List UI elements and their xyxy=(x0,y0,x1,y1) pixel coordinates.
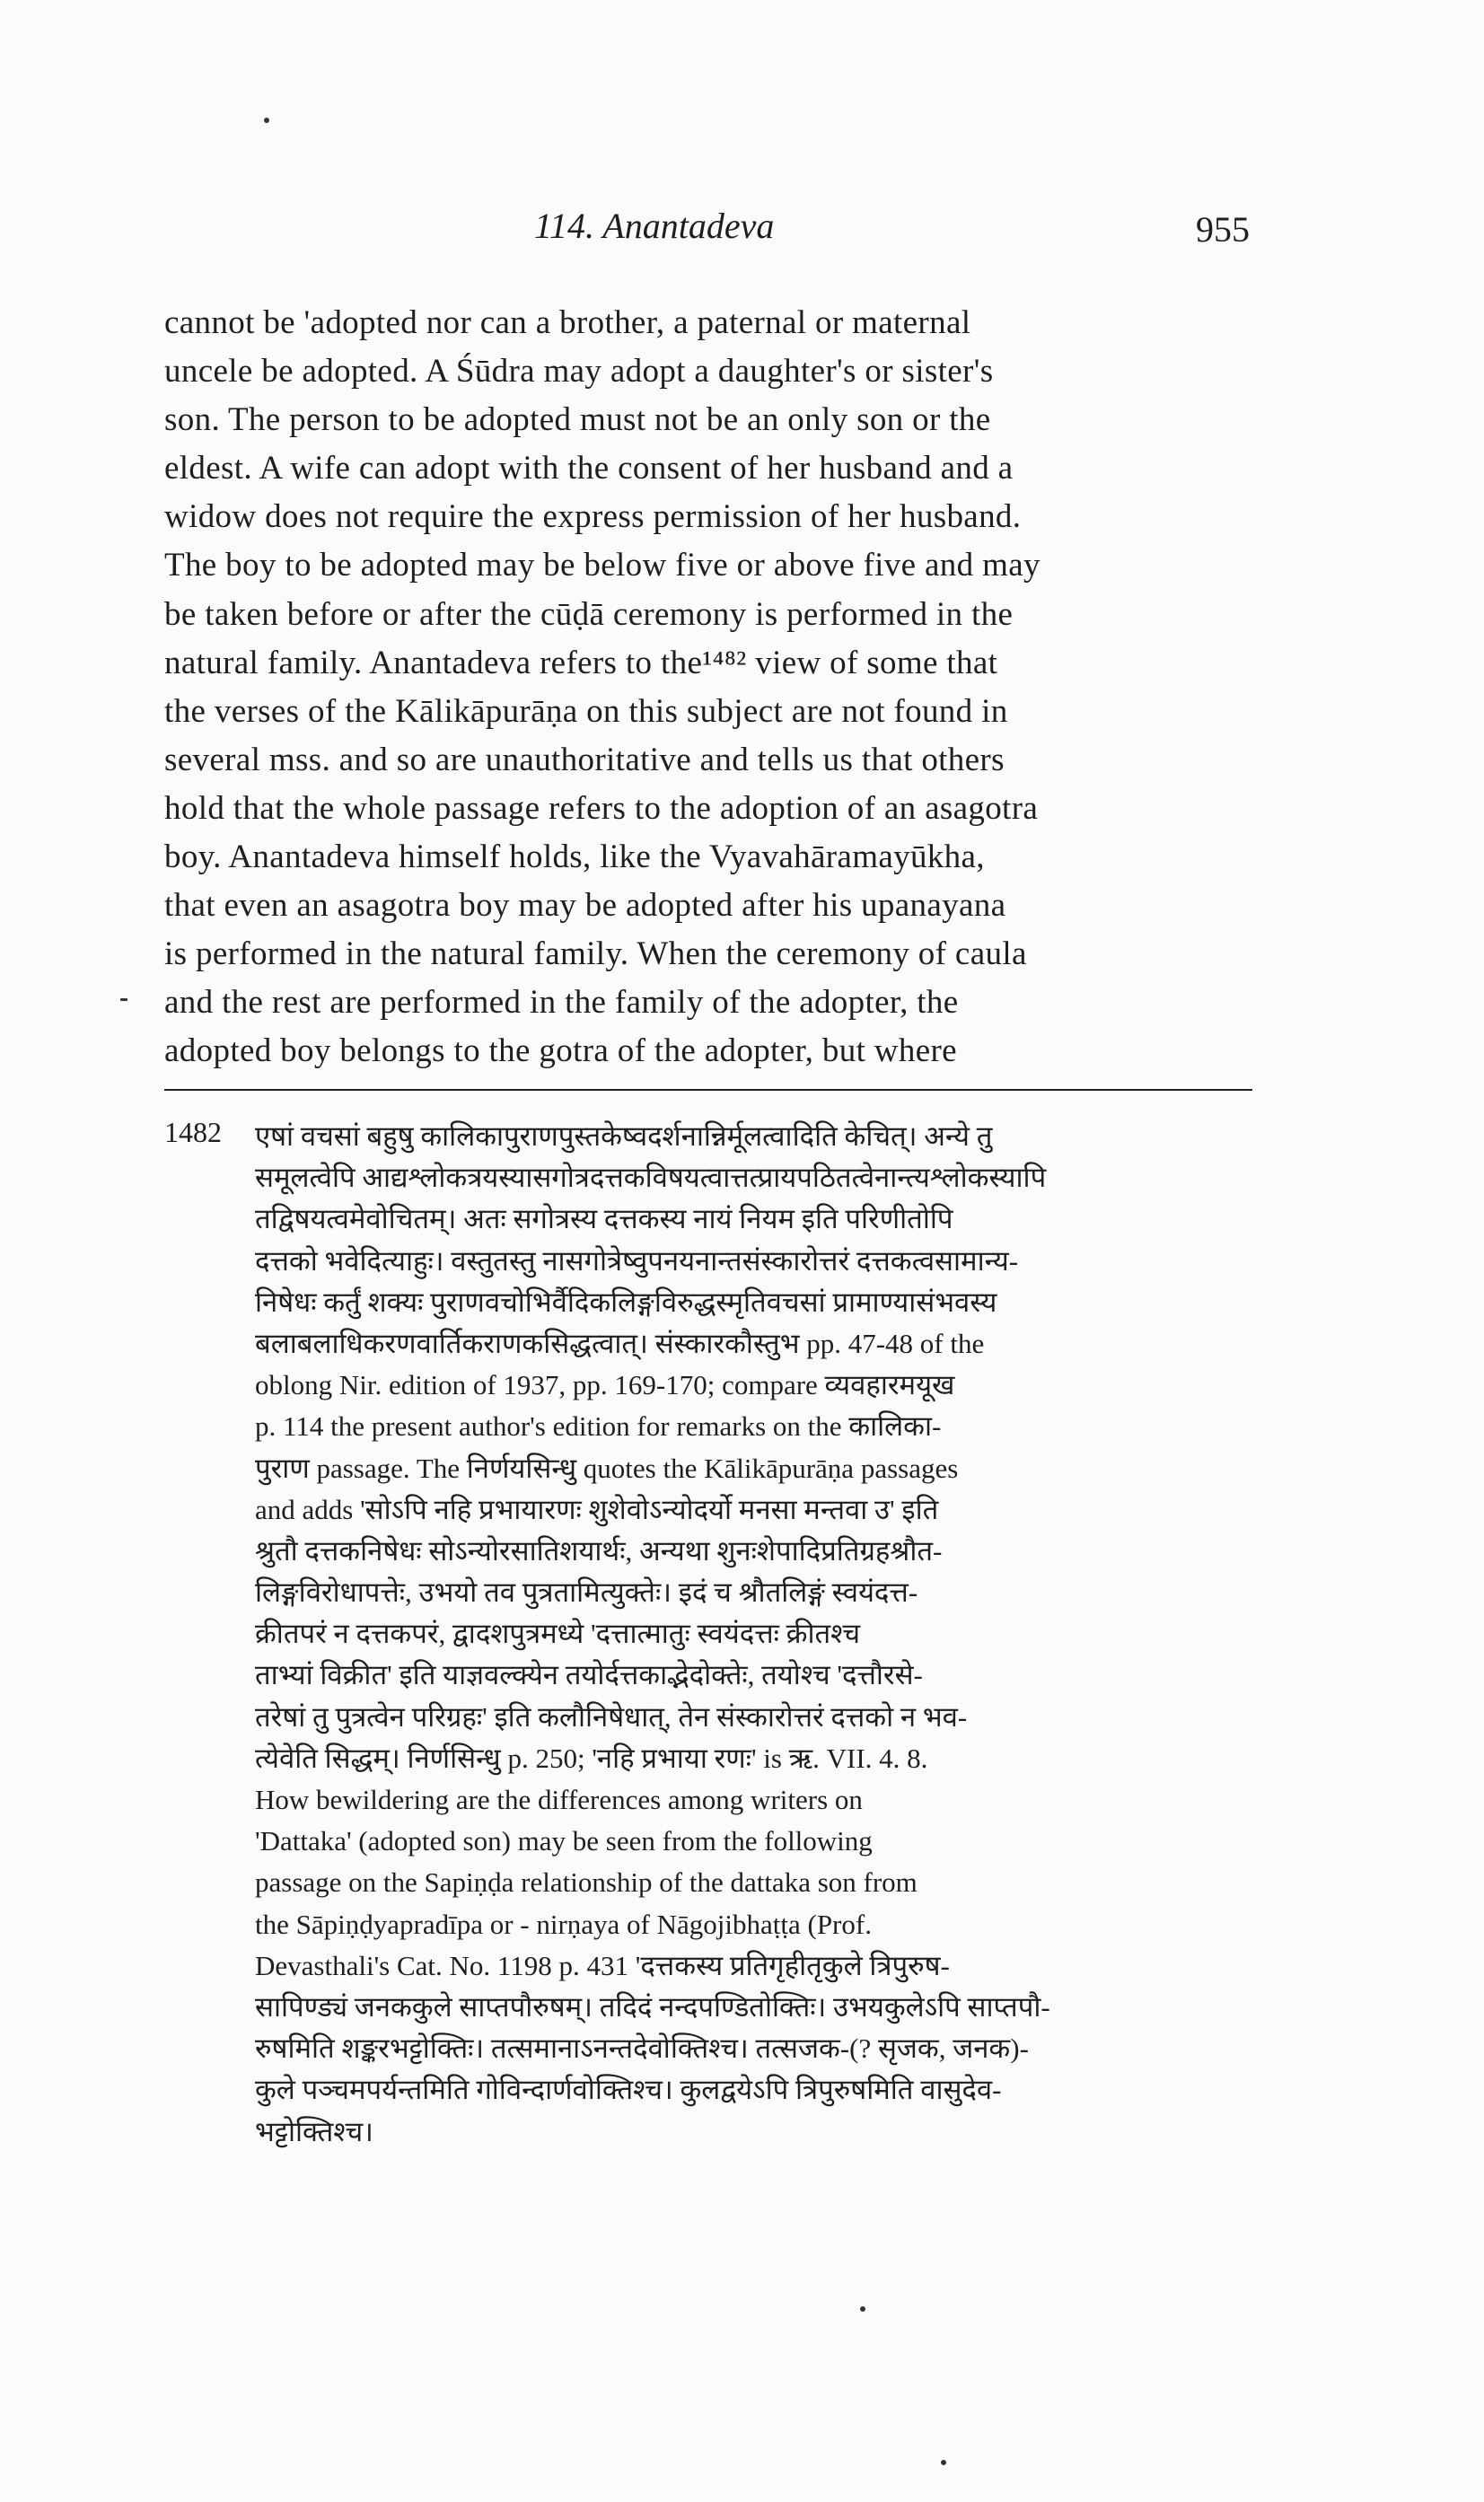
footnote-line: रुषमिति शङ्करभट्टोक्तिः। तत्समानाऽनन्तदेवोक्तिश्च। तत्सजक-(? सृजक, जनक)- xyxy=(255,2032,1029,2065)
footnote-number: 1482 xyxy=(164,1116,222,1148)
scan-speck xyxy=(860,2306,865,2312)
footnote-line: बलाबलाधिकरणवार्तिकराणकसिद्धत्वात्। संस्कारकौस्तुभ pp. 47-48 of the xyxy=(255,1327,985,1359)
text-line: adopted boy belongs to the gotra of the adopter, but where xyxy=(164,1032,957,1070)
footnote-line: लिङ्गविरोधापत्तेः, उभयो तव पुत्रतामित्युक्तेः। इदं च श्रौतलिङ्गं स्वयंदत्त- xyxy=(255,1576,918,1609)
main-text xyxy=(164,299,1251,1076)
footnote-line: भट्टोक्तिश्च। xyxy=(255,2115,373,2147)
footnote-line: पुराण passage. The निर्णयसिन्धु quotes the Kālikāpurāṇa passages xyxy=(255,1452,959,1484)
text-line: cannot be 'adopted nor can a brother, a paternal or maternal xyxy=(164,304,971,341)
text-line: several mss. and so are unauthoritative and tells us that others xyxy=(164,741,1005,778)
text-line: is performed in the natural family. When the ceremony of caula xyxy=(164,935,1027,973)
footnote-line: and adds 'सोऽपि नहि प्रभायारणः शुशेवोऽन्योदर्यो मनसा मन्तवा उ' इति xyxy=(255,1493,939,1525)
footnote-line: त्येवेति सिद्धम्। निर्णसिन्धु p. 250; 'नहि प्रभाया रणः' is ऋ. VII. 4. 8. xyxy=(255,1742,928,1774)
running-title: 114. Anantadeva xyxy=(534,206,775,246)
footnote-line: the Sāpiṇḍyapradīpa or - nirṇaya of Nāgojibhaṭṭa (Prof. xyxy=(255,1908,872,1940)
footnote-line: 'Dattaka' (adopted son) may be seen from the following xyxy=(255,1825,873,1857)
text-line: widow does not require the express permission of her husband. xyxy=(164,498,1022,536)
footnote-line: कुले पञ्चमपर्यन्तमिति गोविन्दार्णवोक्तिश्च। कुलद्वयेऽपि त्रिपुरुषमिति वासुदेव- xyxy=(255,2074,1002,2106)
footnote-line: p. 114 the present author's edition for remarks on the कालिका- xyxy=(255,1410,942,1443)
page-number: 955 xyxy=(1196,209,1250,250)
text-line: hold that the whole passage refers to the adoption of an asagotra xyxy=(164,789,1039,827)
scan-speck xyxy=(264,118,269,123)
footnote-line: Devasthali's Cat. No. 1198 p. 431 'दत्तकस्य प्रतिगृहीतृकुले त्रिपुरुष- xyxy=(255,1949,950,1981)
text-line: boy. Anantadeva himself holds, like the Vyavahāramayūkha, xyxy=(164,838,985,876)
text-line: be taken before or after the cūḍā ceremony is performed in the xyxy=(164,595,1014,633)
footnote-line: ताभ्यां विक्रीत' इति याज्ञवल्क्येन तयोर्दत्तकाद्भेदोक्तेः, तयोश्च 'दत्तौरसे- xyxy=(255,1659,923,1691)
text-line: and the rest are performed in the family of the adopter, the xyxy=(164,984,959,1022)
text-line: the verses of the Kālikāpurāṇa on this subject are not found in xyxy=(164,692,1008,730)
footnote-line: oblong Nir. edition of 1937, pp. 169-170; compare व्यवहारमयूख xyxy=(255,1369,955,1401)
footnote-line: सापिण्ड्यं जनककुले साप्तपौरुषम्। तदिदं नन्दपण्डितोक्तिः। उभयकुलेऽपि साप्तपौ- xyxy=(255,1990,1050,2023)
scan-speck xyxy=(120,998,127,1001)
text-line: son. The person to be adopted must not be an only son or the xyxy=(164,401,991,439)
text-line: natural family. Anantadeva refers to the¹⁴⁸² view of some that xyxy=(164,644,998,681)
text-line: uncele be adopted. A Śūdra may adopt a daughter's or sister's xyxy=(164,353,994,391)
text-line: that even an asagotra boy may be adopted after his upanayana xyxy=(164,887,1006,925)
footnote-line: तद्विषयत्वमेवोचितम्। अतः सगोत्रस्य दत्तकस्य नायं नियम इति परिणीतोपि xyxy=(255,1203,953,1235)
footnote-line: श्रुतौ दत्तकनिषेधः सोऽन्योरसातिशयार्थः, अन्यथा शुनःशेपादिप्रतिग्रहश्रौत- xyxy=(255,1534,943,1567)
footnote-line: समूलत्वेपि आद्यश्लोकत्रयस्यासगोत्रदत्तकविषयत्वात्तत्प्रायपठितत्वेनान्त्यश्लोकस्यापि xyxy=(255,1162,1047,1194)
text-line: eldest. A wife can adopt with the consent of her husband and a xyxy=(164,450,1014,487)
footnote-line: क्रीतपरं न दत्तकपरं, द्वादशपुत्रमध्ये 'दत्तात्मातुः स्वयंदत्तः क्रीतश्च xyxy=(255,1618,861,1650)
footnote-divider xyxy=(164,1089,1252,1091)
scan-speck xyxy=(941,2460,946,2465)
footnote-line: तरेषां तु पुत्रत्वेन परिग्रहः' इति कलौनिषेधात्, तेन संस्कारोत्तरं दत्तको न भव- xyxy=(255,1700,968,1733)
footnote-line: How bewildering are the differences among writers on xyxy=(255,1784,863,1815)
footnote-line: passage on the Sapiṇḍa relationship of the dattaka son from xyxy=(255,1866,918,1899)
page-header xyxy=(162,205,1250,259)
footnote-line: निषेधः कर्तुं शक्यः पुराणवचोभिर्वैदिकलिङ्गविरुद्धस्मृतिवचसां प्रामाण्यासंभवस्य xyxy=(255,1286,997,1318)
footnote-text xyxy=(255,1116,1251,2153)
footnote-line: दत्तको भवेदित्याहुः। वस्तुतस्तु नासगोत्रेष्वुपनयनान्तसंस्कारोत्तरं दत्तकत्वसामान्य- xyxy=(255,1244,1019,1277)
footnote-line: एषां वचसां बहुषु कालिकापुराणपुस्तकेष्वदर्शनान्निर्मूलत्वादिति केचित्। अन्ये तु xyxy=(255,1120,993,1152)
text-line: The boy to be adopted may be below five or above five and may xyxy=(164,547,1041,584)
